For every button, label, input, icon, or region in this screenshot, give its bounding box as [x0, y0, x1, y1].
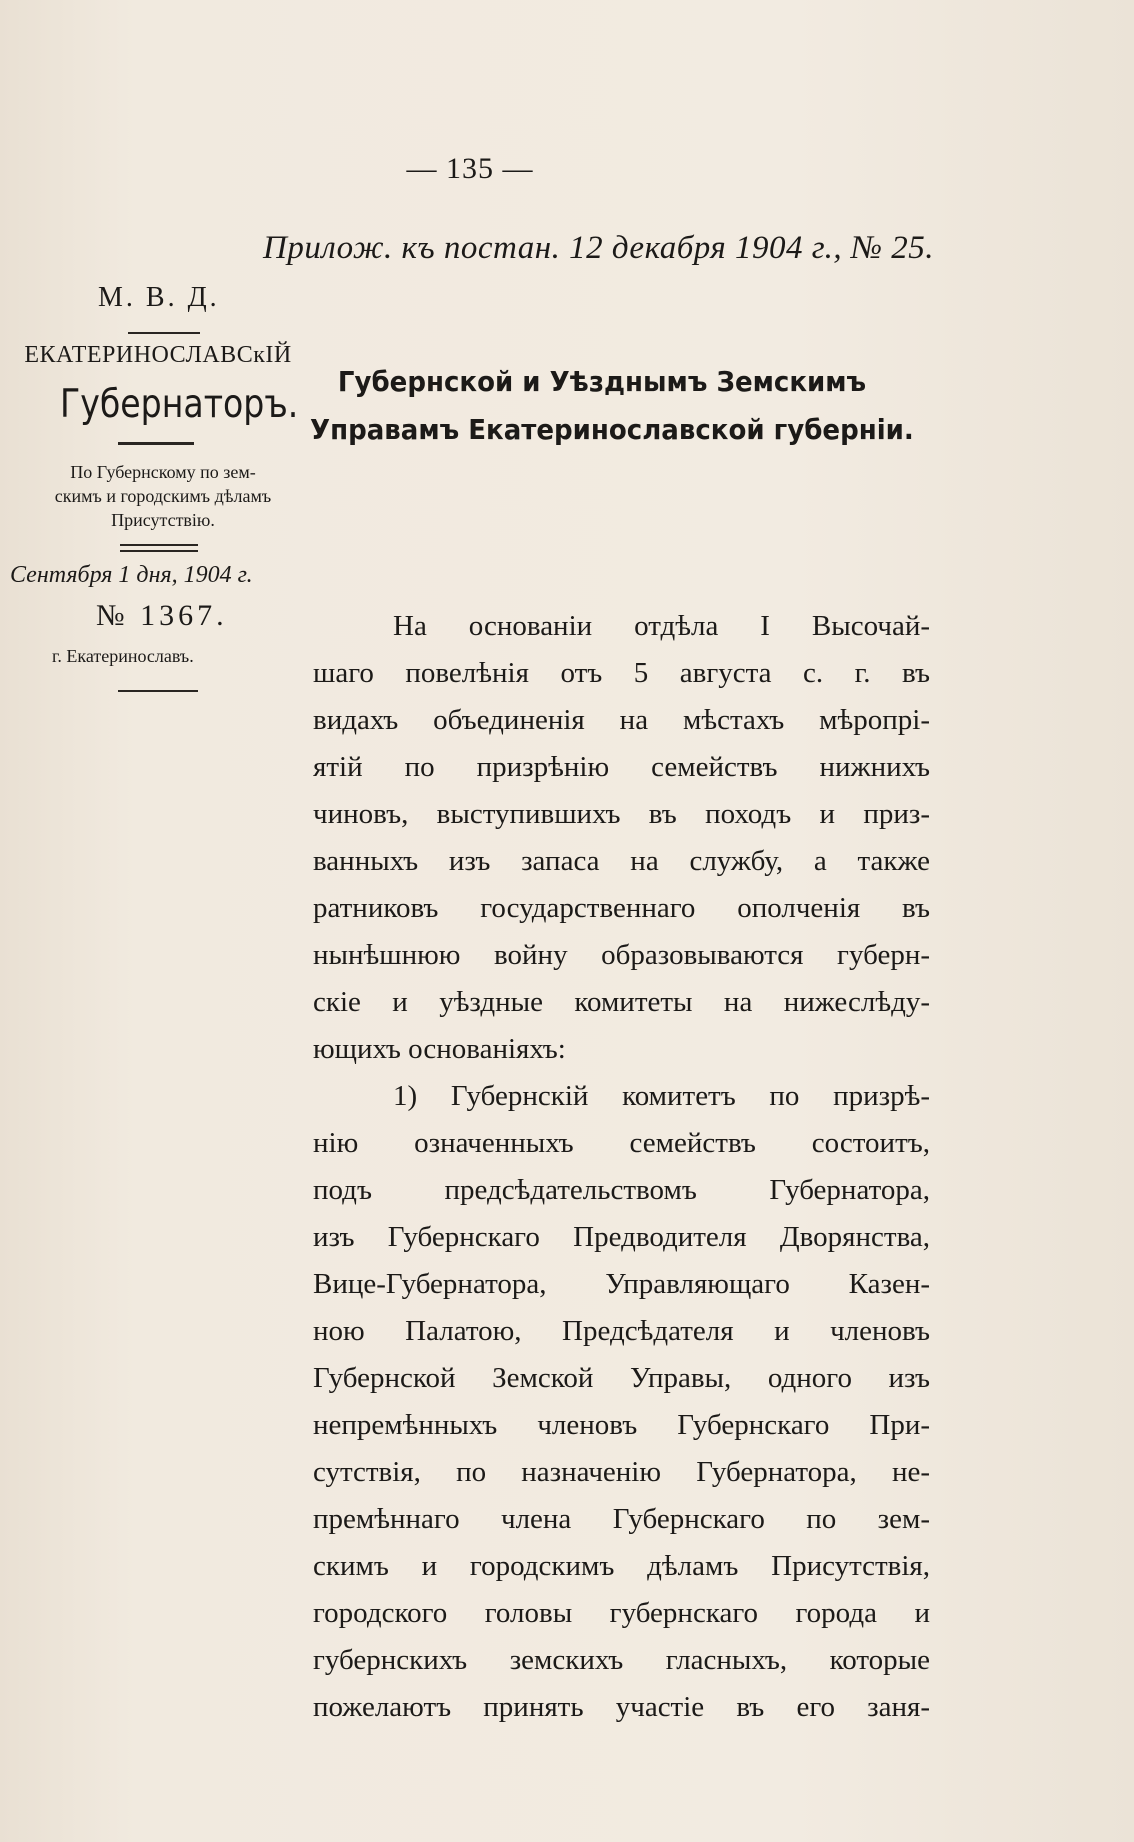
divider: [120, 544, 198, 546]
body-line: ною Палатою, Предсѣдателя и членовъ: [313, 1315, 930, 1347]
city-name: г. Екатеринославъ.: [52, 646, 194, 666]
page-number: — 135 —: [406, 152, 534, 185]
body-line: премѣннаго члена Губернскаго по зем-: [313, 1503, 930, 1535]
body-line: ванныхъ изъ запаса на службу, а также: [313, 845, 930, 877]
body-text: [313, 603, 930, 1731]
body-line: видахъ объединенія на мѣстахъ мѣропрі-: [313, 704, 930, 736]
body-line: 1) Губернскій комитетъ по призрѣ-: [393, 1080, 930, 1112]
presence-line: По Губернскому по зем-: [70, 462, 256, 482]
divider: [128, 332, 200, 334]
body-line: скіе и уѣздные комитеты на нижеслѣду-: [313, 986, 930, 1018]
divider: [118, 690, 198, 692]
body-line: пожелаютъ принять участіе въ его заня-: [313, 1691, 930, 1723]
ministry-abbreviation: М. В. Д.: [98, 282, 220, 313]
body-line: ятій по призрѣнію семействъ нижнихъ: [313, 751, 930, 783]
body-line: сутствія, по назначенію Губернатора, не-: [313, 1456, 930, 1488]
presence-line: скимъ и городскимъ дѣламъ: [54, 486, 272, 506]
addressee-line: Губернской и Уѣзднымъ Земскимъ: [337, 365, 867, 398]
body-line: городского головы губернскаго города и: [313, 1597, 930, 1629]
body-line: нію означенныхъ семействъ состоитъ,: [313, 1127, 930, 1159]
presence-department: [8, 460, 318, 532]
body-line: губернскихъ земскихъ гласныхъ, которые: [313, 1644, 930, 1676]
body-line: нынѣшнюю войну образовываются губерн-: [313, 939, 930, 971]
divider: [118, 442, 194, 445]
body-line: изъ Губернскаго Предводителя Дворянства,: [313, 1221, 930, 1253]
governorate-name: ЕКАТЕРИНОСЛАВСкІЙ: [24, 342, 292, 368]
body-line: На основаніи отдѣла I Высочай-: [393, 610, 930, 642]
document-number: № 1367.: [96, 599, 228, 632]
divider: [120, 550, 198, 552]
addressee-block: [310, 358, 914, 454]
governor-title: Губернаторъ.: [60, 382, 299, 427]
body-line: чиновъ, выступившихъ въ походъ и приз-: [313, 798, 930, 830]
body-line: скимъ и городскимъ дѣламъ Присутствія,: [313, 1550, 930, 1582]
attachment-reference: Прилож. къ постан. 12 декабря 1904 г., № 25.: [263, 230, 934, 266]
document-date: Сентября 1 дня, 1904 г.: [10, 562, 253, 588]
body-line: шаго повелѣнія отъ 5 августа с. г. въ: [313, 657, 930, 689]
presence-line: Присутствію.: [111, 510, 215, 530]
body-line: Губернской Земской Управы, одного изъ: [313, 1362, 930, 1394]
addressee-line: Управамъ Екатеринославской губерніи.: [310, 413, 914, 446]
body-line: подъ предсѣдательствомъ Губернатора,: [313, 1174, 930, 1206]
body-line: ратниковъ государственнаго ополченія въ: [313, 892, 930, 924]
body-line: непремѣнныхъ членовъ Губернскаго При-: [313, 1409, 930, 1441]
body-line: Вице-Губернатора, Управляющаго Казен-: [313, 1268, 930, 1300]
body-line: ющихъ основаніяхъ:: [313, 1033, 566, 1065]
